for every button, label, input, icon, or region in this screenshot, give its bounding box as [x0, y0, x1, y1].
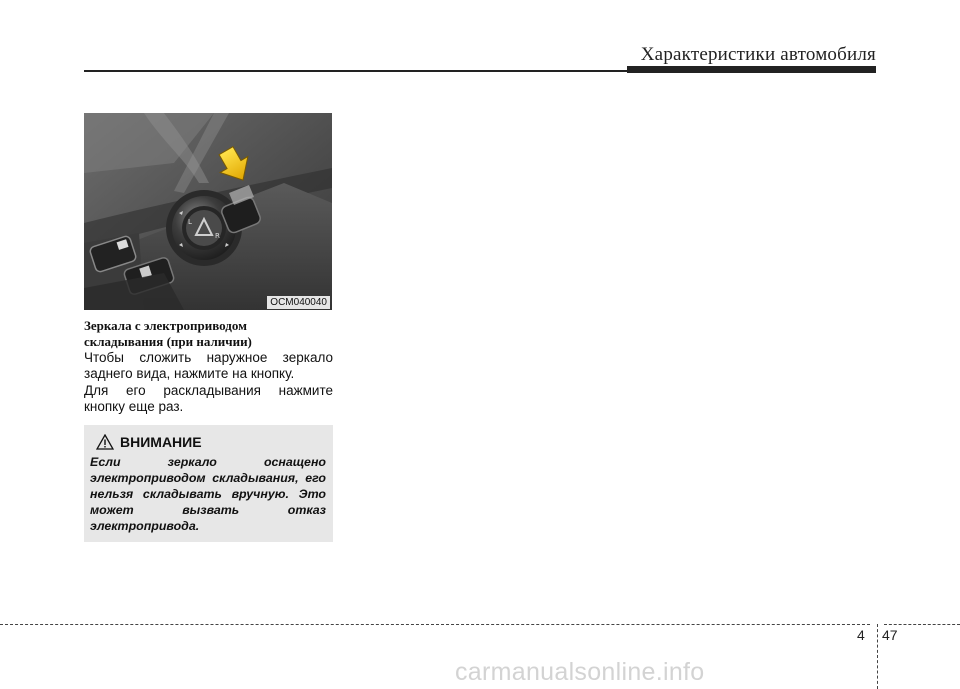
warning-title: ВНИМАНИЕ [120, 434, 202, 450]
paragraph-fold: Чтобы сложить наружное зеркало заднего вида, нажмите на кнопку. [84, 350, 333, 381]
watermark: carmanualsonline.info [455, 658, 705, 686]
footer-rule-right [884, 624, 960, 625]
warning-header [96, 434, 202, 450]
header-rule [84, 70, 644, 72]
header-rule-thick [627, 66, 876, 73]
subtitle-line-2: складывания (при наличии) [84, 334, 252, 349]
header-title: Характеристики автомобиля [640, 44, 876, 65]
section-subtitle [84, 318, 334, 350]
chapter-number: 4 [857, 627, 865, 643]
footer-rule [0, 624, 870, 625]
footer-divider [877, 624, 878, 689]
mirror-switch-illustration [84, 113, 332, 310]
svg-text:L: L [188, 218, 192, 226]
figure-code: OCM040040 [267, 296, 330, 309]
svg-text:R: R [215, 232, 220, 240]
subtitle-line-1: Зеркала с электроприводом [84, 318, 247, 333]
warning-triangle-icon [96, 434, 114, 450]
page-number: 47 [882, 627, 898, 643]
warning-text: Если зеркало оснащено электроприводом складывания, его нельзя складывать вручную. Это может вызвать отказ электропривода. [90, 455, 326, 533]
paragraph-unfold: Для его раскладывания нажмите кнопку еще раз. [84, 383, 333, 414]
warning-box [84, 425, 333, 542]
door-panel-drawing [84, 113, 332, 310]
